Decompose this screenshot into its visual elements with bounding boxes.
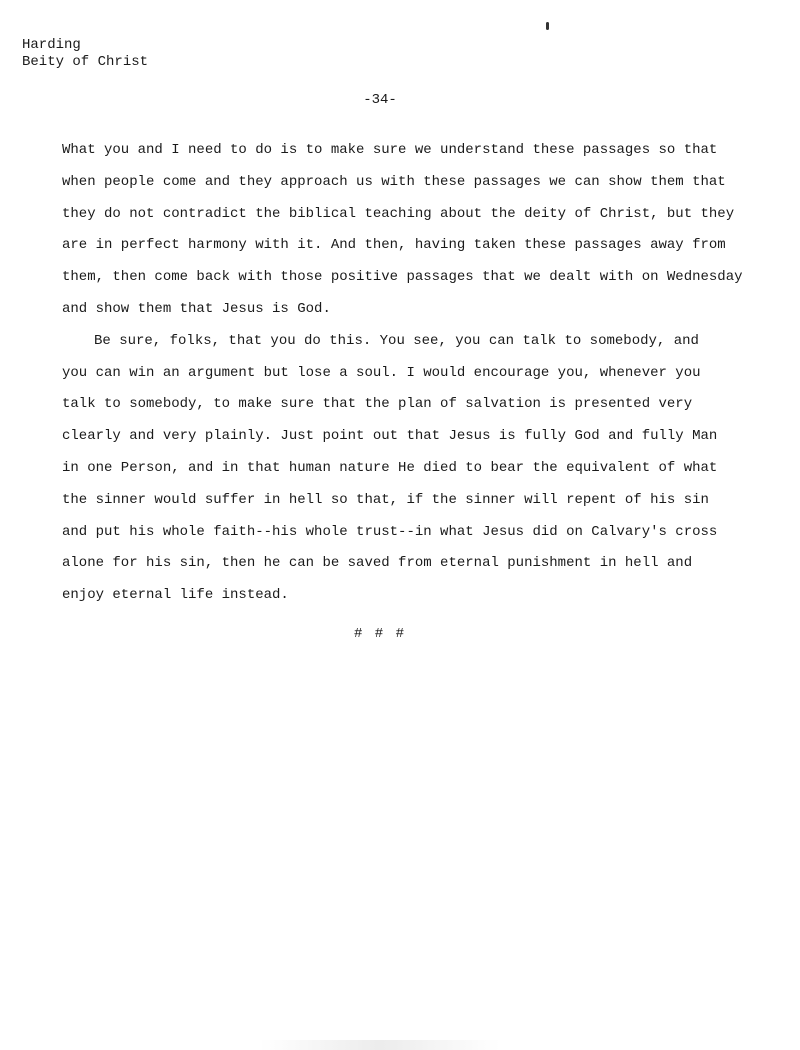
text-line: when people come and they approach us with these passages we can show them that bbox=[62, 173, 726, 190]
text-line: enjoy eternal life instead. bbox=[62, 587, 289, 604]
author-name: Harding bbox=[22, 37, 81, 53]
text-line: the sinner would suffer in hell so that, if the sinner will repent of his sin bbox=[62, 491, 709, 508]
text-line: in one Person, and in that human nature He died to bear the equivalent of what bbox=[62, 459, 718, 476]
body-text bbox=[62, 140, 762, 617]
text-line: and show them that Jesus is God. bbox=[62, 300, 331, 317]
text-line: you can win an argument but lose a soul. I would encourage you, whenever you bbox=[62, 364, 701, 381]
scan-smudge bbox=[260, 1040, 500, 1050]
text-line: them, then come back with those positive passages that we dealt with on Wednesday bbox=[62, 269, 743, 286]
text-line: talk to somebody, to make sure that the plan of salvation is presented very bbox=[62, 396, 693, 413]
paragraph-1 bbox=[62, 140, 762, 331]
paragraph-2 bbox=[62, 331, 762, 617]
text-line: are in perfect harmony with it. And then, having taken these passages away from bbox=[62, 237, 726, 254]
ink-speck bbox=[546, 22, 549, 30]
document-subject: Beity of Christ bbox=[22, 54, 149, 70]
text-line: they do not contradict the biblical teaching about the deity of Christ, but they bbox=[62, 205, 735, 222]
page-number: -34- bbox=[363, 92, 397, 108]
end-mark: # # # bbox=[353, 626, 406, 642]
text-line: alone for his sin, then he can be saved from eternal punishment in hell and bbox=[62, 555, 693, 572]
text-line: Be sure, folks, that you do this. You see, you can talk to somebody, and bbox=[94, 332, 699, 349]
text-line: and put his whole faith--his whole trust--in what Jesus did on Calvary's cross bbox=[62, 523, 718, 540]
header bbox=[22, 37, 148, 71]
text-line: clearly and very plainly. Just point out that Jesus is fully God and fully Man bbox=[62, 428, 718, 445]
text-line: What you and I need to do is to make sure we understand these passages so that bbox=[62, 142, 718, 158]
